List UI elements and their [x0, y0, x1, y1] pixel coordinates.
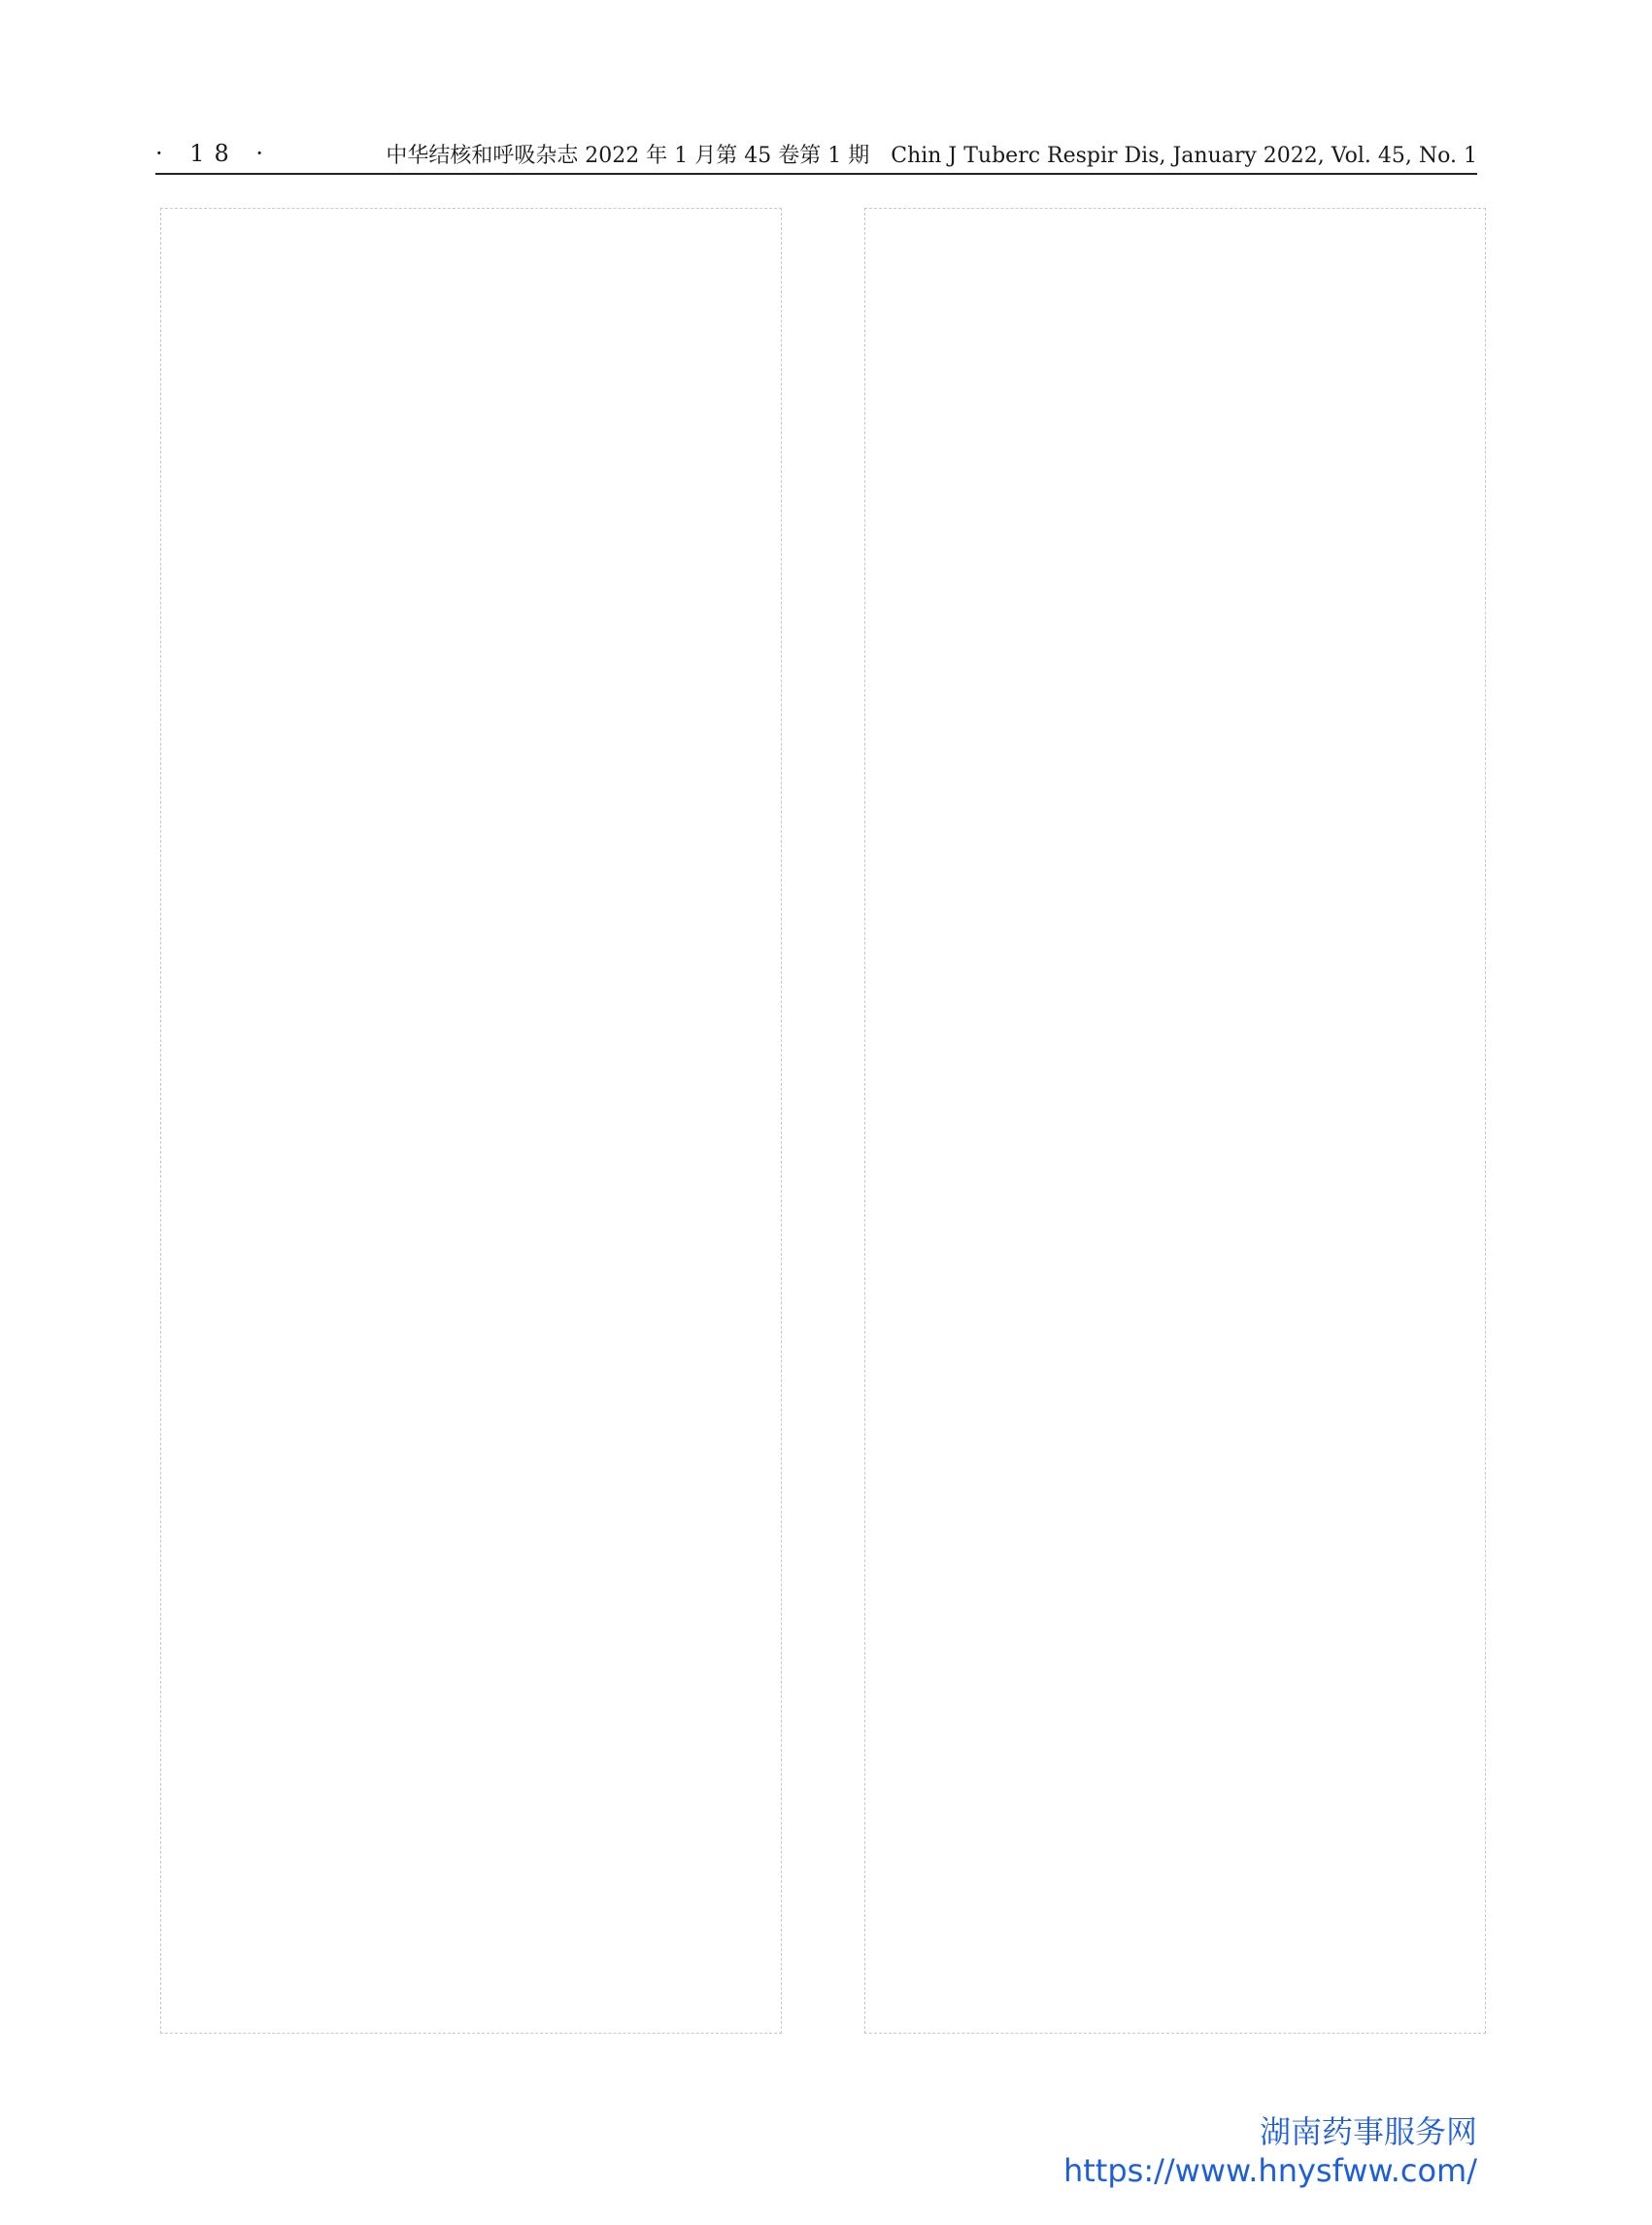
- page-number: · 18 ·: [155, 140, 274, 167]
- journal-citation: 中华结核和呼吸杂志 2022 年 1 月第 45 卷第 1 期 Chin J Tuberc Respir Dis, January 2022, Vol. 45, No. 1: [386, 143, 1477, 168]
- watermark-name: 湖南药事服务网: [1259, 2113, 1477, 2150]
- site-watermark: [1063, 2107, 1477, 2189]
- body-column-right: [864, 208, 1486, 2034]
- watermark-url: https://www.hnysfww.com/: [1062, 2152, 1477, 2189]
- running-header: [155, 134, 1477, 175]
- body-column-left: [160, 208, 782, 2034]
